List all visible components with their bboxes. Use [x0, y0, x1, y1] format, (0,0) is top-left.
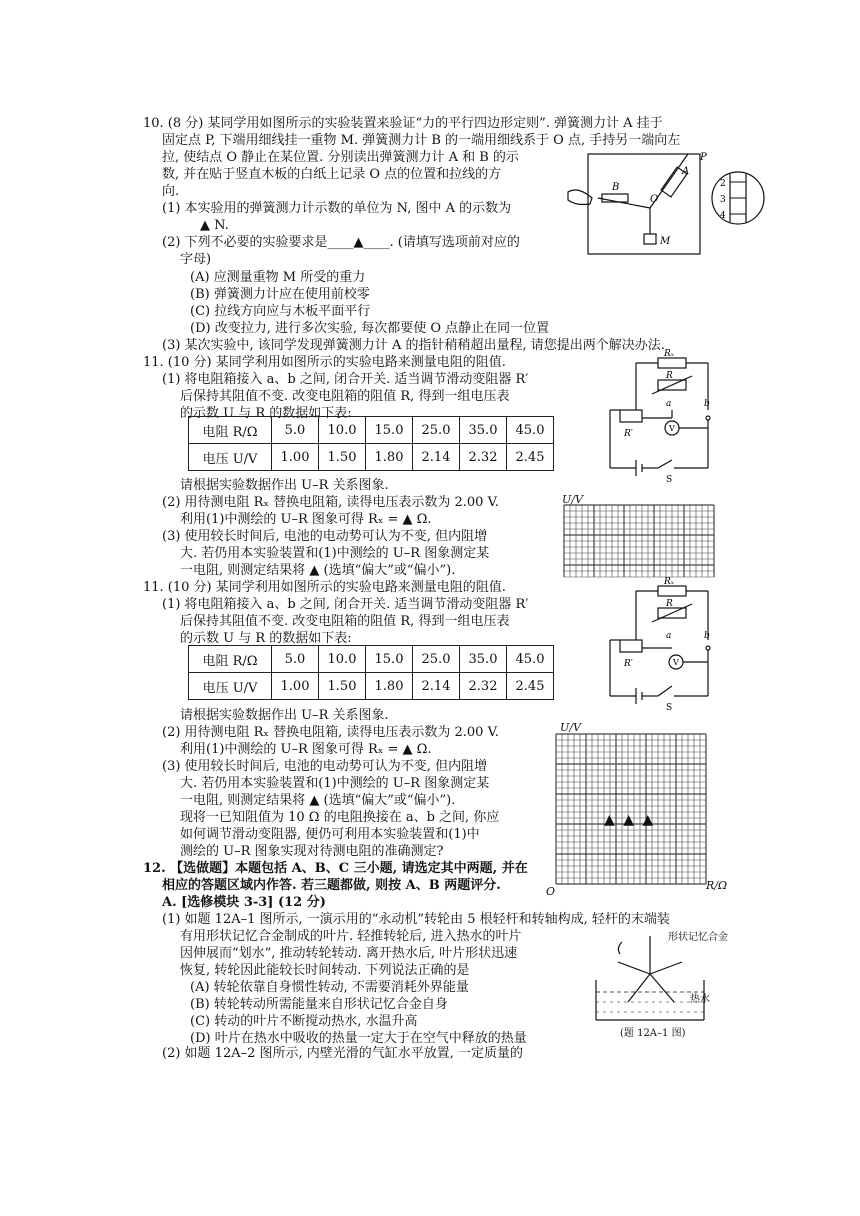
q10-option-a: (A) 应测量重物 M 所受的重力	[190, 270, 366, 285]
graph-triangle-marks: ▲ ▲ ▲	[604, 812, 656, 828]
table-cell: 电压 U/V	[189, 444, 272, 471]
q12-option-d: (D) 叶片在热水中吸收的热量一定大于在空气中释放的热量	[190, 1031, 527, 1046]
fig-label-a: A	[682, 166, 690, 177]
q11b-graph-grid	[556, 734, 706, 884]
q11a-line-3: 后保持其阻值不变. 改变电阻箱的阻值 R, 得到一组电压表	[180, 389, 510, 404]
fig-tick-2: 2	[720, 179, 726, 189]
q10-line-8: (2) 下列不必要的实验要求是____▲____. (请填写选项前对应的	[162, 235, 520, 250]
q11b-line-13: 测绘的 U–R 图象实现对待测电阻的准确测定?	[180, 844, 444, 859]
table-cell: 25.0	[413, 646, 460, 673]
q12-line-3: A. [选修模块 3-3] (12 分)	[162, 895, 326, 910]
q11a-graph-ylabel: U/V	[562, 493, 583, 506]
table-cell: 1.00	[272, 673, 319, 700]
table-cell: 电阻 R/Ω	[189, 417, 272, 444]
table-cell: 15.0	[366, 646, 413, 673]
circuit-label-r: R	[666, 599, 673, 609]
q10-option-b: (B) 弹簧测力计应在使用前校零	[190, 287, 370, 302]
q11b-line-8: (3) 使用较长时间后, 电池的电动势可认为不变, 但内阻增	[162, 759, 488, 774]
q11a-line-7: 利用(1)中测绘的 U–R 图象可得 Rₓ = ▲ Ω.	[180, 512, 432, 527]
table-cell: 1.00	[272, 444, 319, 471]
circuit-label-r: R	[666, 371, 673, 381]
table-cell: 45.0	[507, 646, 554, 673]
q12-line-8-cut: (2) 如题 12A–2 图所示, 内壁光滑的气缸水平放置, 一定质量的	[162, 1046, 524, 1061]
circuit-label-b: b	[704, 631, 710, 641]
table-cell: 2.14	[413, 444, 460, 471]
q11b-line-2: (1) 将电阻箱接入 a、b 之间, 闭合开关. 适当调节滑动变阻器 R′	[162, 597, 529, 612]
table-cell: 2.14	[413, 673, 460, 700]
q10-line-3: 拉, 使结点 O 静止在某位置. 分别读出弹簧测力计 A 和 B 的示	[162, 150, 519, 165]
table-cell: 2.45	[507, 673, 554, 700]
q10-line-4: 数, 并在贴于竖直木板的白纸上记录 O 点的位置和拉线的方	[162, 167, 502, 182]
q11a-line-10: 一电阻, 则测定结果将 ▲ (选填“偏大”或“偏小”).	[180, 563, 456, 578]
fig-tick-4: 4	[720, 211, 726, 221]
circuit-label-a: a	[666, 631, 672, 641]
table-cell: 10.0	[319, 417, 366, 444]
q11b-line-1: 11. (10 分) 某同学利用如图所示的实验电路来测量电阻的阻值.	[143, 580, 506, 595]
q11a-circuit-diagram	[596, 348, 726, 485]
q11b-line-7: 利用(1)中测绘的 U–R 图象可得 Rₓ = ▲ Ω.	[180, 742, 432, 757]
q10-line-10: (3) 某次实验中, 该同学发现弹簧测力计 A 的指针稍稍超出量程, 请您提出两个解决办法.	[162, 338, 665, 353]
table-cell: 1.80	[366, 673, 413, 700]
q10-option-d: (D) 改变拉力, 进行多次实验, 每次都要使 O 点静止在同一位置	[190, 321, 550, 336]
table-cell: 电压 U/V	[189, 673, 272, 700]
q11b-line-12: 如何调节滑动变阻器, 便仍可利用本实验装置和(1)中	[180, 827, 480, 842]
q12-line-6: 因伸展而“划水”, 推动转轮转动. 离开热水后, 叶片形状迅速	[180, 946, 518, 961]
table-cell: 2.45	[507, 444, 554, 471]
table-row	[189, 646, 554, 673]
q11b-graph-ylabel: U/V	[560, 721, 581, 734]
q10-line-2: 固定点 P, 下端用细线挂一重物 M. 弹簧测力计 B 的一端用细线系于 O 点, 手持另一端向左	[162, 133, 681, 148]
table-row	[189, 673, 554, 700]
table-cell: 10.0	[319, 646, 366, 673]
circuit-label-rp: R′	[624, 429, 633, 439]
circuit-label-a: a	[666, 399, 672, 409]
q11a-line-6: (2) 用待测电阻 Rₓ 替换电阻箱, 读得电压表示数为 2.00 V.	[162, 495, 499, 510]
circuit-label-s: S	[666, 703, 673, 713]
q11b-line-10: 一电阻, 则测定结果将 ▲ (选填“偏大”或“偏小”).	[180, 793, 456, 808]
q11a-line-9: 大. 若仍用本实验装置和(1)中测绘的 U–R 图象测定某	[180, 546, 490, 561]
q10-line-5: 向.	[162, 184, 180, 199]
table-cell: 2.32	[460, 444, 507, 471]
q12-line-4: (1) 如题 12A–1 图所示, 一演示用的“永动机”转轮由 5 根轻杆和转轴构成, 轻杆的末端装	[162, 912, 670, 927]
fig-label-p: P	[700, 152, 707, 163]
q12-line-5: 有用形状记忆合金制成的叶片. 轻推转轮后, 进入热水的叶片	[180, 929, 522, 944]
q11b-line-5: 请根据实验数据作出 U–R 关系图象.	[180, 708, 389, 723]
q11b-data-table	[188, 645, 554, 700]
q12-figure-label: 形状记忆合金	[668, 932, 728, 943]
q12-option-a: (A) 转轮依靠自身惯性转动, 不需要消耗外界能量	[190, 980, 469, 995]
table-cell: 25.0	[413, 417, 460, 444]
graph-origin-label: O	[546, 885, 556, 898]
fig-tick-3: 3	[720, 195, 726, 205]
q11b-line-4: 的示数 U 与 R 的数据如下表:	[180, 631, 352, 646]
circuit-label-v: V	[673, 658, 679, 667]
q12-line-2: 相应的答题区域内作答. 若三题都做, 则按 A、B 两题评分.	[162, 878, 501, 893]
q11a-data-table	[188, 416, 554, 471]
table-cell: 1.50	[319, 673, 366, 700]
q11b-line-3: 后保持其阻值不变. 改变电阻箱的阻值 R, 得到一组电压表	[180, 614, 510, 629]
fig-label-o: O	[650, 194, 659, 205]
table-cell: 电阻 R/Ω	[189, 646, 272, 673]
table-cell: 1.80	[366, 444, 413, 471]
table-cell: 35.0	[460, 417, 507, 444]
table-cell: 45.0	[507, 417, 554, 444]
q12-line-1: 12. 【选做题】本题包括 A、B、C 三小题, 请选定其中两题, 并在	[143, 861, 528, 876]
table-row	[189, 417, 554, 444]
q10-line-6: (1) 本实验用的弹簧测力计示数的单位为 N, 图中 A 的示数为	[162, 201, 512, 216]
q11a-line-2: (1) 将电阻箱接入 a、b 之间, 闭合开关. 适当调节滑动变阻器 R′	[162, 372, 529, 387]
q11b-line-6: (2) 用待测电阻 Rₓ 替换电阻箱, 读得电压表示数为 2.00 V.	[162, 725, 499, 740]
q10-apparatus-figure	[560, 148, 760, 258]
q11b-circuit-diagram	[596, 576, 726, 712]
table-cell: 15.0	[366, 417, 413, 444]
table-cell: 2.32	[460, 673, 507, 700]
fig-label-b: B	[612, 182, 620, 193]
circuit-label-rx: Rₓ	[664, 577, 674, 587]
q10-line-9: 字母)	[180, 252, 212, 267]
circuit-label-rx: Rₓ	[664, 349, 674, 359]
table-cell: 35.0	[460, 646, 507, 673]
q10-line-7: ▲ N.	[200, 218, 229, 233]
q12-wheel-figure	[588, 932, 708, 1032]
table-cell: 5.0	[272, 417, 319, 444]
table-cell: 1.50	[319, 444, 366, 471]
graph-x-label: R/Ω	[706, 879, 728, 892]
table-row	[189, 444, 554, 471]
table-cell: 5.0	[272, 646, 319, 673]
q12-option-c: (C) 转动的叶片不断搅动热水, 水温升高	[190, 1014, 418, 1029]
fig-label-m: M	[660, 236, 671, 247]
q11a-line-8: (3) 使用较长时间后, 电池的电动势可认为不变, 但内阻增	[162, 529, 488, 544]
q11b-line-11: 现将一已知阻值为 10 Ω 的电阻换接在 a、b 之间, 你应	[180, 810, 500, 825]
circuit-label-rp: R′	[624, 659, 633, 669]
q11a-line-5: 请根据实验数据作出 U–R 关系图象.	[180, 478, 389, 493]
q12-option-b: (B) 转轮转动所需能量来自形状记忆合金自身	[190, 997, 448, 1012]
circuit-label-b: b	[704, 399, 710, 409]
q11b-line-9: 大. 若仍用本实验装置和(1)中测绘的 U–R 图象测定某	[180, 776, 490, 791]
q12-line-7: 恢复, 转轮因此能较长时间转动. 下列说法正确的是	[180, 963, 470, 978]
q11a-graph-grid	[564, 505, 714, 577]
circuit-label-v: V	[669, 424, 675, 433]
q10-line-1: 10. (8 分) 某同学用如图所示的实验装置来验证“力的平行四边形定则”. 弹簧测力计 A 挂于	[143, 116, 663, 131]
circuit-label-s: S	[666, 475, 673, 485]
q12-water-label: 热水	[690, 994, 710, 1005]
q10-option-c: (C) 拉线方向应与木板平面平行	[190, 304, 371, 319]
q11a-line-4: 的示数 U 与 R 的数据如下表:	[180, 406, 352, 421]
q12-figure-caption: (题 12A–1 图)	[620, 1028, 686, 1039]
q11a-line-1: 11. (10 分) 某同学利用如图所示的实验电路来测量电阻的阻值.	[143, 355, 506, 370]
